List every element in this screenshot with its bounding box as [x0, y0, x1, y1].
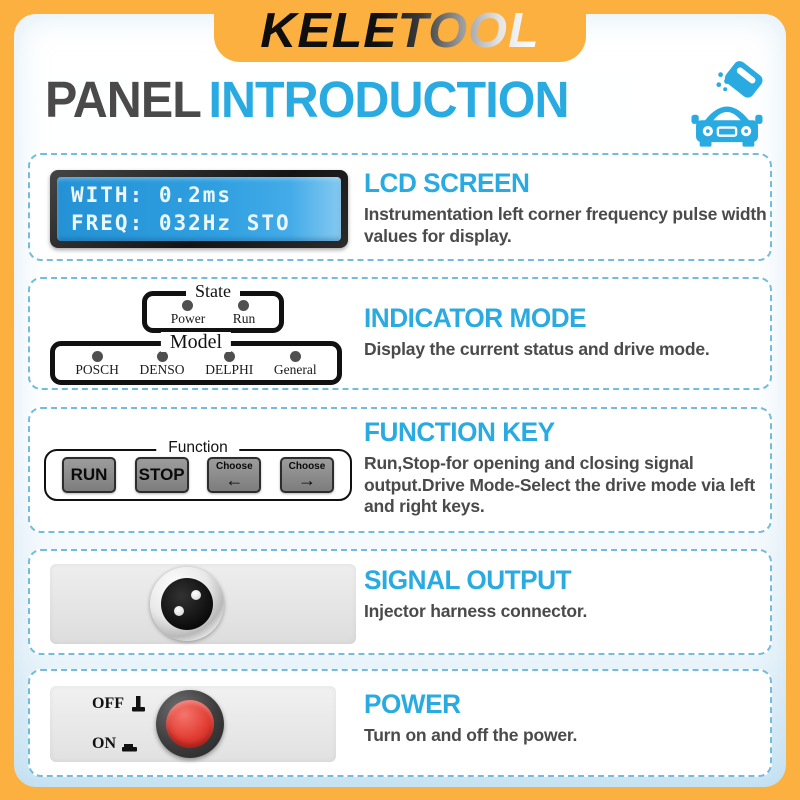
section-signal-text — [364, 565, 776, 623]
section-description: Instrumentation left corner frequency pulse width values for display. — [364, 204, 767, 246]
section-power — [28, 669, 772, 777]
led-power — [171, 300, 206, 326]
arrow-left-icon: ← — [225, 470, 244, 490]
led-label: General — [273, 362, 317, 378]
stop-button: STOP — [135, 457, 189, 493]
state-box-label: State — [186, 282, 240, 300]
logo-banner — [214, 0, 586, 62]
led-dot-icon — [290, 351, 301, 362]
section-signal-output — [28, 549, 772, 655]
model-box-label: Model — [161, 332, 231, 352]
led-label: DELPHI — [205, 362, 254, 378]
model-led-box — [50, 331, 342, 385]
section-title: POWER — [364, 689, 461, 719]
indicator-graphic — [50, 281, 352, 385]
power-graphic — [50, 686, 336, 762]
switch-down-icon — [121, 736, 139, 753]
function-key-row — [46, 451, 350, 499]
section-indicator-text — [364, 303, 776, 361]
section-description: Display the current status and drive mode. — [364, 339, 710, 359]
lcd-display — [50, 170, 348, 248]
led-general — [274, 351, 317, 377]
connector-pin — [191, 590, 201, 600]
page-title — [45, 70, 568, 129]
page-title-accent: INTRODUCTION — [208, 71, 569, 128]
off-label: OFF — [92, 695, 124, 712]
led-dot-icon — [224, 351, 235, 362]
led-dot-icon — [92, 351, 103, 362]
led-denso — [140, 351, 185, 377]
section-title: FUNCTION KEY — [364, 417, 555, 447]
switch-up-icon — [129, 696, 147, 713]
section-power-text — [364, 689, 776, 747]
led-label: Power — [170, 311, 206, 327]
led-dot-icon — [182, 300, 193, 311]
section-title: SIGNAL OUTPUT — [364, 565, 572, 595]
signal-output-graphic — [50, 564, 356, 644]
section-function-key — [28, 407, 772, 533]
on-label: ON — [92, 735, 116, 752]
choose-left-button — [207, 457, 261, 493]
section-description: Injector harness connector. — [364, 601, 588, 621]
section-description: Run,Stop-for opening and closing signal output.Drive Mode-Select the drive mode via left and right keys. — [364, 453, 756, 517]
led-run — [233, 300, 256, 326]
state-led-box — [142, 281, 284, 333]
section-indicator-mode — [28, 277, 772, 390]
run-button: RUN — [62, 457, 116, 493]
page-title-primary: PANEL — [45, 71, 201, 128]
connector-icon — [150, 567, 224, 641]
section-function-text — [364, 417, 776, 518]
led-label: Run — [232, 311, 256, 327]
led-label: POSCH — [75, 362, 119, 378]
function-box-label: Function — [156, 440, 239, 456]
function-key-box — [44, 439, 352, 501]
lcd-screen-text — [57, 177, 341, 241]
led-dot-icon — [157, 351, 168, 362]
choose-label: Choose — [215, 461, 253, 472]
led-posch — [75, 351, 119, 377]
choose-right-button — [280, 457, 334, 493]
brand-logo: KELETOOL — [260, 4, 540, 58]
section-title: LCD SCREEN — [364, 168, 530, 198]
section-lcd-screen — [28, 153, 772, 261]
section-description: Turn on and off the power. — [364, 725, 578, 745]
choose-label: Choose — [288, 461, 326, 472]
lcd-line-2: FREQ: 032Hz STO — [71, 210, 291, 235]
connector-core — [161, 578, 213, 630]
led-delphi — [205, 351, 253, 377]
connector-pin — [174, 606, 184, 616]
section-lcd-text — [364, 168, 776, 247]
on-position — [92, 735, 139, 753]
arrow-right-icon: → — [297, 470, 316, 490]
section-title: INDICATOR MODE — [364, 303, 587, 333]
off-position — [92, 695, 147, 713]
led-label: DENSO — [139, 362, 185, 378]
power-button — [156, 690, 224, 758]
led-dot-icon — [238, 300, 249, 311]
lcd-line-1: WITH: 0.2ms — [71, 183, 233, 207]
car-wash-icon — [686, 56, 768, 153]
power-button-red-cap — [166, 700, 214, 748]
